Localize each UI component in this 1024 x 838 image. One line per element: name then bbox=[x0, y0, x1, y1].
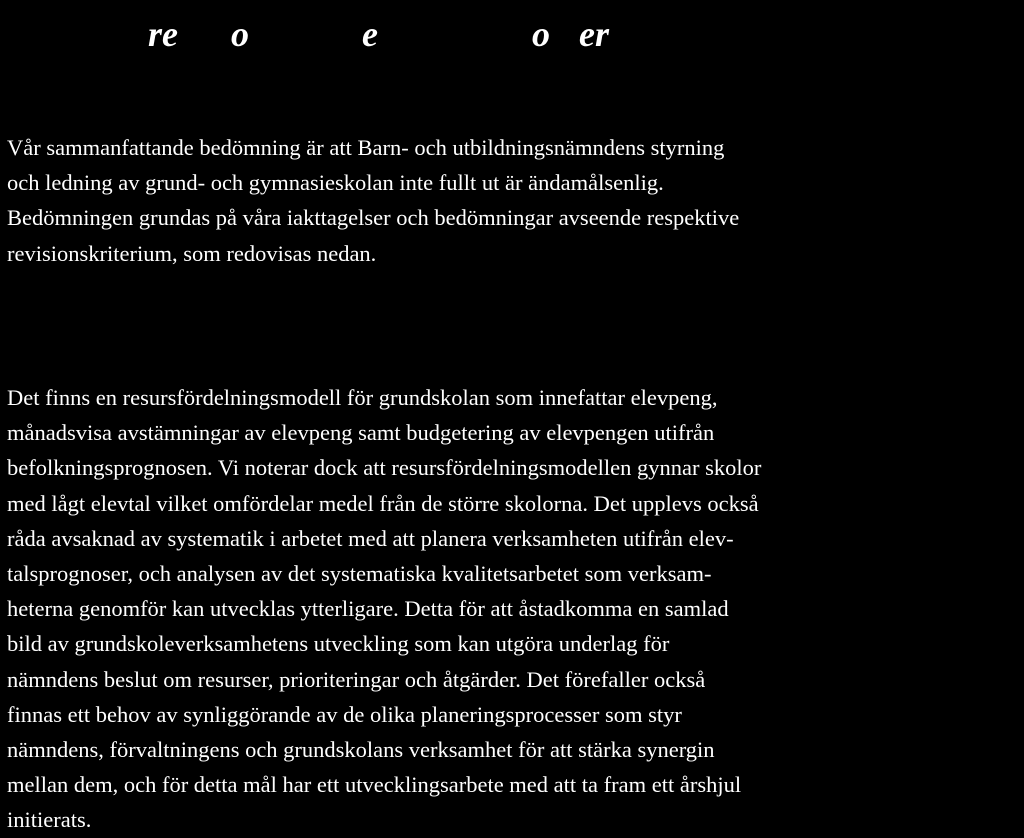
text-line: bild av grundskoleverksamhetens utveckling som kan utgöra underlag för bbox=[7, 631, 670, 657]
heading-fragment: o bbox=[532, 14, 550, 54]
text-line: befolkningsprognosen. Vi noterar dock att resursfördelningsmodellen gynnar skolor bbox=[7, 455, 762, 481]
text-line: månadsvisa avstämningar av elevpeng samt budgetering av elevpengen utifrån bbox=[7, 420, 715, 446]
text-line: revisionskriterium, som redovisas nedan. bbox=[7, 240, 377, 266]
text-line: råda avsaknad av systematik i arbetet med att planera verksamheten utifrån elev- bbox=[7, 525, 734, 551]
resource-allocation-paragraph bbox=[7, 380, 1019, 838]
text-line: Det finns en resursfördelningsmodell för grundskolan som innefattar elevpeng, bbox=[7, 385, 718, 410]
text-line: Vår sammanfattande bedömning är att Barn- och utbildningsnämndens styrning bbox=[7, 135, 725, 160]
heading-fragment: er bbox=[579, 14, 609, 54]
heading-fragment: e bbox=[362, 14, 378, 54]
text-line: nämndens beslut om resurser, prioriteringar och åtgärder. Det förefaller också bbox=[7, 666, 706, 692]
text-line: talsprognoser, och analysen av det systematiska kvalitetsarbetet som verksam- bbox=[7, 561, 712, 587]
text-line: nämndens, förvaltningens och grundskolans verksamhet för att stärka synergin bbox=[7, 737, 715, 763]
text-line: initierats. bbox=[7, 807, 92, 833]
heading-fragment: re bbox=[148, 14, 178, 54]
text-line: med lågt elevtal vilket omfördelar medel från de större skolorna. Det upplevs också bbox=[7, 490, 759, 516]
text-line: finnas ett behov av synliggörande av de olika planeringsprocesser som styr bbox=[7, 701, 682, 727]
summary-paragraph bbox=[7, 130, 1019, 271]
section-heading bbox=[0, 14, 1024, 54]
text-line: mellan dem, och för detta mål har ett utvecklingsarbete med att ta fram ett årshjul bbox=[7, 772, 742, 798]
text-line: och ledning av grund- och gymnasieskolan inte fullt ut är ändamålsenlig. bbox=[7, 170, 664, 196]
heading-fragment: o bbox=[231, 14, 249, 54]
text-line: heterna genomför kan utvecklas ytterligare. Detta för att åstadkomma en samlad bbox=[7, 596, 729, 622]
text-line: Bedömningen grundas på våra iakttagelser och bedömningar avseende respektive bbox=[7, 205, 740, 231]
